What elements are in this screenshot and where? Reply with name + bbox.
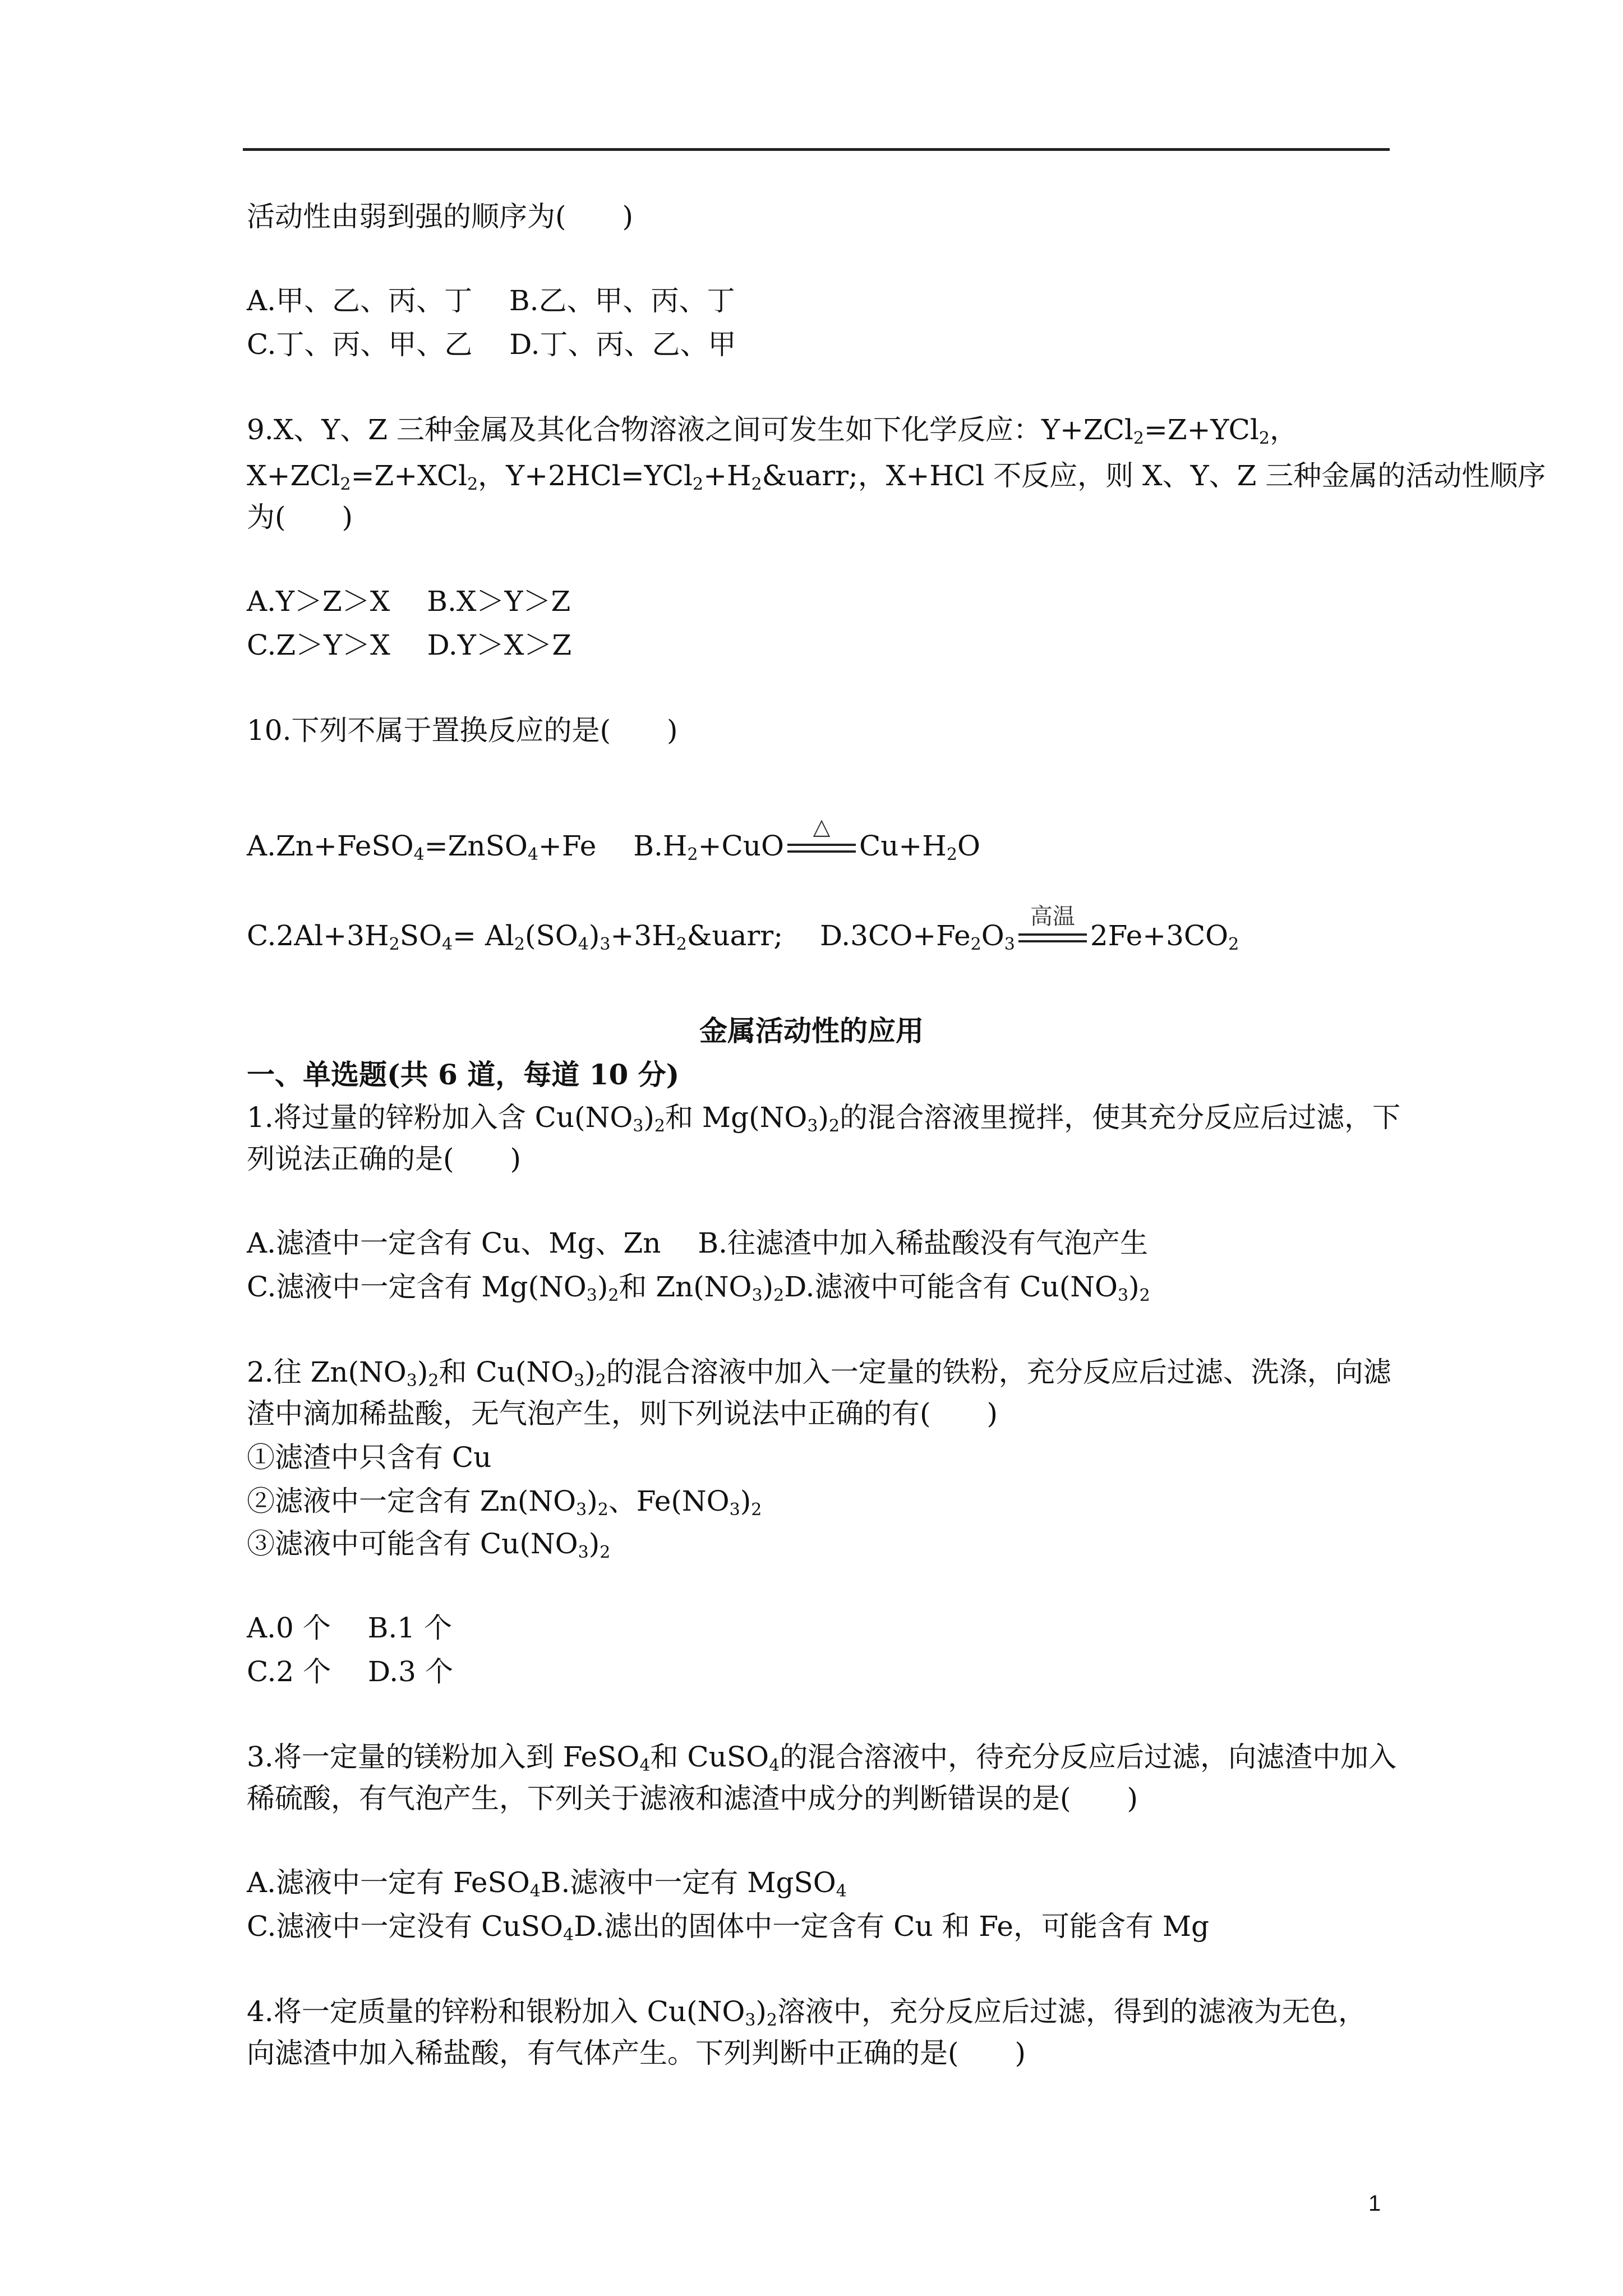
q9-options-cd: C.Z＞Y＞X D.Y＞X＞Z bbox=[247, 629, 572, 661]
p2-stem-line1: 2.往 $Zn(NO_3)_2$和 $Cu(NO_3)_2$的混合溶液中加入一定量的铁粉，充分反应后过滤、洗涤，向滤 bbox=[247, 1356, 1391, 1391]
q8-options-ab: A.甲、乙、丙、丁 B.乙、甲、丙、丁 bbox=[247, 284, 735, 317]
p1-stem-line1: 1.将过量的锌粉加入含 $Cu(NO_3)_2$和 $Mg(NO_3)_2$的混合溶液里搅拌，使其充分反应后过滤，下 bbox=[247, 1101, 1401, 1136]
section-header: 一、单选题(共 6 道，每道 10 分) bbox=[247, 1058, 680, 1091]
p2-options-cd: C.2 个 D.3 个 bbox=[247, 1655, 453, 1688]
p4-stem-line2: 向滤渣中加入稀盐酸，有气体产生。下列判断中正确的是( ) bbox=[247, 2037, 1026, 2069]
p3-options-cd: C.滤液中一定没有 CuSO$_4$D.滤出的固体中一定含有 Cu 和 Fe，可能含有 Mg bbox=[247, 1910, 1210, 1945]
p2-options-ab: A.0 个 B.1 个 bbox=[247, 1612, 452, 1644]
p4-stem-line1: 4.将一定质量的锌粉和银粉加入 $Cu(NO_3)_2$溶液中，充分反应后过滤，得到的滤液为无色， bbox=[247, 1995, 1367, 2030]
heat-triangle-icon: △ bbox=[813, 814, 831, 840]
q9-options-ab: A.Y＞Z＞X B.X＞Y＞Z bbox=[247, 585, 571, 618]
q8-options-cd: C.丁、丙、甲、乙 D.丁、丙、乙、甲 bbox=[247, 328, 736, 361]
page-number: 1 bbox=[1368, 2191, 1381, 2216]
q8-tail: 活动性由弱到强的顺序为( ) bbox=[247, 200, 634, 233]
q10-options-ab: A.Zn+FeSO$_4$=ZnSO$_4$+Fe $B.H_2+CuO$ △ $Cu+H_2O$ bbox=[247, 829, 980, 863]
p1-stem-line2: 列说法正确的是( ) bbox=[247, 1143, 522, 1175]
p2-statement-3: ③滤液中可能含有 $Cu(NO_3)_2$ bbox=[247, 1527, 611, 1562]
q10-options-cd: $C.2Al+3H_2SO_4=$ $Al_2(SO_4)_3+3H_2\&uarr$; $D.3CO+Fe_2O_3$ 高温 $2Fe+3CO_2$ bbox=[247, 919, 1239, 953]
p2-statement-1: ①滤渣中只含有 Cu bbox=[247, 1441, 492, 1474]
p3-stem-line1: 3.将一定量的镁粉加入到 FeSO$_4$和 CuSO$_4$的混合溶液中，待充分反应后过滤，向滤渣中加入 bbox=[247, 1741, 1397, 1775]
section-title: 金属活动性的应用 bbox=[699, 1014, 924, 1047]
p1-options-ab: A.滤渣中一定含有 Cu、Mg、Zn B.往滤渣中加入稀盐酸没有气泡产生 bbox=[247, 1227, 1149, 1259]
p2-stem-line2: 渣中滴加稀盐酸，无气泡产生，则下列说法中正确的有( ) bbox=[247, 1397, 998, 1430]
q9-stem-line1: 9.X、Y、Z 三种金属及其化合物溶液之间可发生如下化学反应：Y+ZCl$_2$=Z+YCl$_2$， bbox=[247, 413, 1298, 448]
q9-stem-line3: 为( ) bbox=[247, 501, 353, 533]
p1-options-cd: C.滤液中一定含有 $Mg(NO_3)_2$和 $Zn(NO_3)_2D$.滤液中可能含有 $Cu(NO_3)_2$ bbox=[247, 1271, 1150, 1305]
p3-stem-line2: 稀硫酸，有气泡产生，下列关于滤液和滤渣中成分的判断错误的是( ) bbox=[247, 1782, 1138, 1815]
q9-stem-line2: X+ZCl$_2$=Z+XCl$_2$，$Y+2HCl=YCl_2+H_2\&uarr$;，X+HCl 不反应，则 X、Y、Z 三种金属的活动性顺序 bbox=[247, 459, 1546, 494]
p2-statement-2: ②滤液中一定含有 $Zn(NO_3)_2$、$Fe(NO_3)_2$ bbox=[247, 1485, 762, 1520]
high-temp-label: 高温 bbox=[1030, 904, 1075, 930]
p3-options-ab: A.滤液中一定有 FeSO$_4$B.滤液中一定有 MgSO$_4$ bbox=[247, 1866, 847, 1901]
high-temp-condition-arrow bbox=[1016, 904, 1089, 949]
heat-condition-arrow bbox=[785, 814, 858, 859]
header-rule bbox=[243, 148, 1390, 151]
q10-stem: 10.下列不属于置换反应的是( ) bbox=[247, 714, 678, 747]
